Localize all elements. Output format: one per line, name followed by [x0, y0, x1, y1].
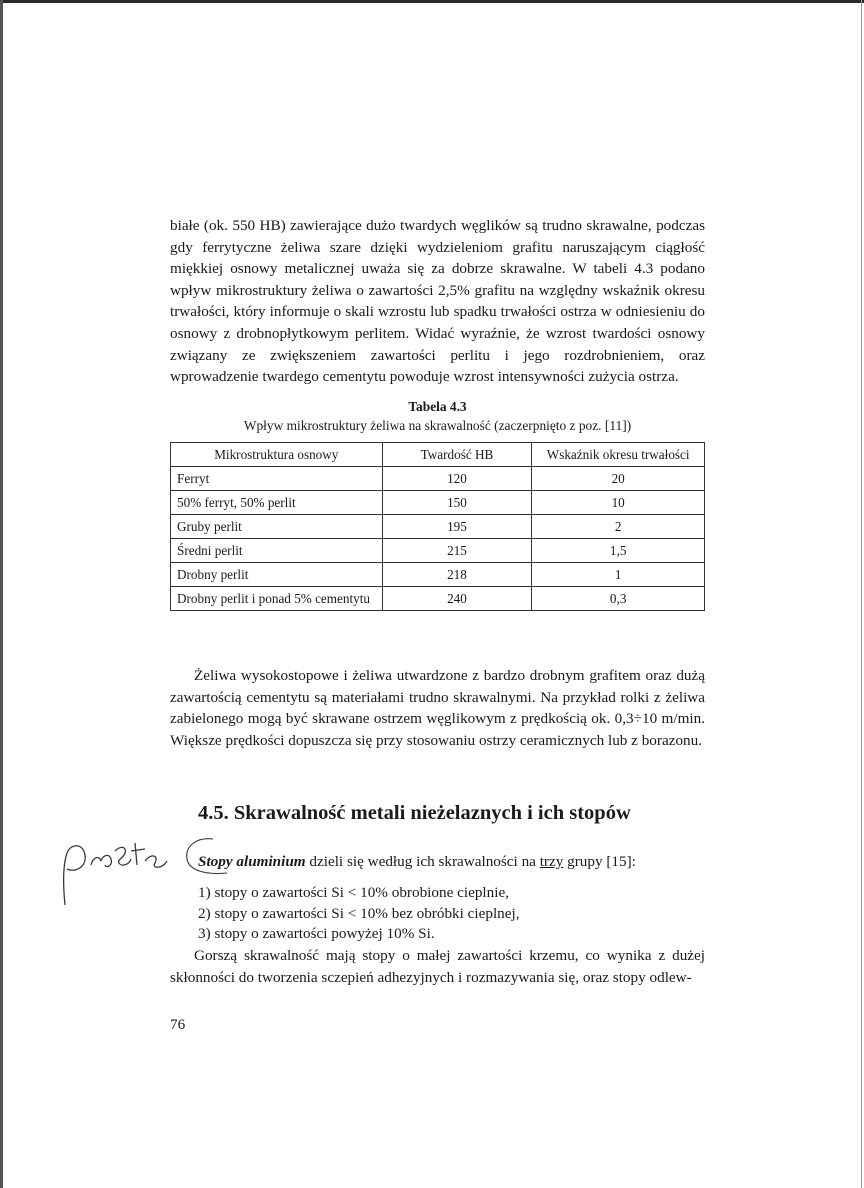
table-row — [171, 467, 705, 491]
cell-hardness: 150 — [382, 491, 532, 515]
table-row — [171, 515, 705, 539]
list-item: 1) stopy o zawartości Si < 10% obrobione cieplnie, — [198, 884, 509, 901]
cell-hardness: 218 — [382, 563, 532, 587]
cell-microstructure: 50% ferryt, 50% perlit — [171, 491, 383, 515]
list-item: 3) stopy o zawartości powyżej 10% Si. — [198, 925, 435, 942]
cell-index: 10 — [532, 491, 705, 515]
table-row — [171, 491, 705, 515]
cell-index: 2 — [532, 515, 705, 539]
cell-index: 1,5 — [532, 539, 705, 563]
header-tool-life-index: Wskaźnik okresu trwałości — [532, 443, 705, 467]
cell-microstructure: Ferryt — [171, 467, 383, 491]
table-row — [171, 587, 705, 611]
paragraph-high-alloy: Żeliwa wysokostopowe i żeliwa utwardzone z bardzo drobnym grafitem oraz dużą zawartością cementytu są materiałami trudno skrawalnymi. Na przykład rolki z żeliwa zabielonego mogą być skrawane ostrzem węglikowym z prędkością ok. 0,3÷10 m/min. Większe prędkości dopuszcza się przy stosowaniu ostrzy ceramicznych lub z borazonu. — [170, 667, 705, 749]
cell-microstructure: Średni perlit — [171, 539, 383, 563]
header-microstructure: Mikrostruktura osnowy — [171, 443, 383, 467]
cell-microstructure: Gruby perlit — [171, 515, 383, 539]
cell-microstructure: Drobny perlit i ponad 5% cementytu — [171, 587, 383, 611]
table-header-row — [171, 443, 705, 467]
paragraph-intro: białe (ok. 550 HB) zawierające dużo twardych węglików są trudno skrawalne, podczas gdy ferrytyczne żeliwa szare dzięki wydzieleniom grafitu naruszającym ciągłość miękkiej osnowy metalicznej uważa się za dobrze skrawalne. W tabeli 4.3 podano wpływ mikrostruktury żeliwa o zawartości 2,5% grafitu na względny wskaźnik okresu trwałości, który informuje o skali wzrostu lub spadku trwałości ostrza w odniesieniu do osnowy z drobnopłytkowym perlitem. Widać wyraźnie, że wzrost twardości osnowy związany ze zwiększeniem zawartości perlitu i jego rozdrobnieniem, oraz wprowadzenie twardego cementytu powoduje wzrost intensywności zużycia ostrza. — [170, 217, 705, 386]
cell-index: 0,3 — [532, 587, 705, 611]
alloy-group-list — [198, 883, 698, 945]
term-aluminium-alloys: Stopy aluminium — [198, 853, 306, 870]
list-item: 2) stopy o zawartości Si < 10% bez obróbki cieplnej, — [198, 904, 520, 922]
cell-hardness: 215 — [382, 539, 532, 563]
table-title: Wpływ mikrostruktury żeliwa na skrawalność (zaczerpnięto z poz. [11]) — [243, 418, 632, 433]
table-row — [171, 539, 705, 563]
section-heading: 4.5. Skrawalność metali nieżelaznych i ich stopów — [198, 802, 631, 824]
scan-border-right — [861, 0, 862, 1188]
table-number: Tabela 4.3 — [408, 399, 467, 414]
cell-hardness: 240 — [382, 587, 532, 611]
intro-text-end: grupy [15]: — [563, 853, 636, 870]
header-hardness: Twardość HB — [382, 443, 532, 467]
cell-index: 20 — [532, 467, 705, 491]
scan-border-left — [0, 0, 3, 1188]
cell-hardness: 120 — [382, 467, 532, 491]
microstructure-table — [170, 442, 705, 611]
intro-text: dzieli się według ich skrawalności na — [305, 853, 540, 870]
handwritten-note-proste — [55, 835, 175, 915]
cell-microstructure: Drobny perlit — [171, 563, 383, 587]
cell-hardness: 195 — [382, 515, 532, 539]
paragraph-machinability: Gorszą skrawalność mają stopy o małej zawartości krzemu, co wynika z dużej skłonności do tworzenia sczepień adhezyjnych i rozmazywania się, oraz stopy odlew- — [170, 947, 705, 986]
aluminium-intro — [198, 851, 708, 872]
cell-index: 1 — [532, 563, 705, 587]
scan-border-top — [0, 0, 864, 3]
table-row — [171, 563, 705, 587]
underlined-word: trzy — [539, 853, 564, 870]
page-number: 76 — [170, 1016, 186, 1033]
table-caption — [170, 397, 705, 435]
